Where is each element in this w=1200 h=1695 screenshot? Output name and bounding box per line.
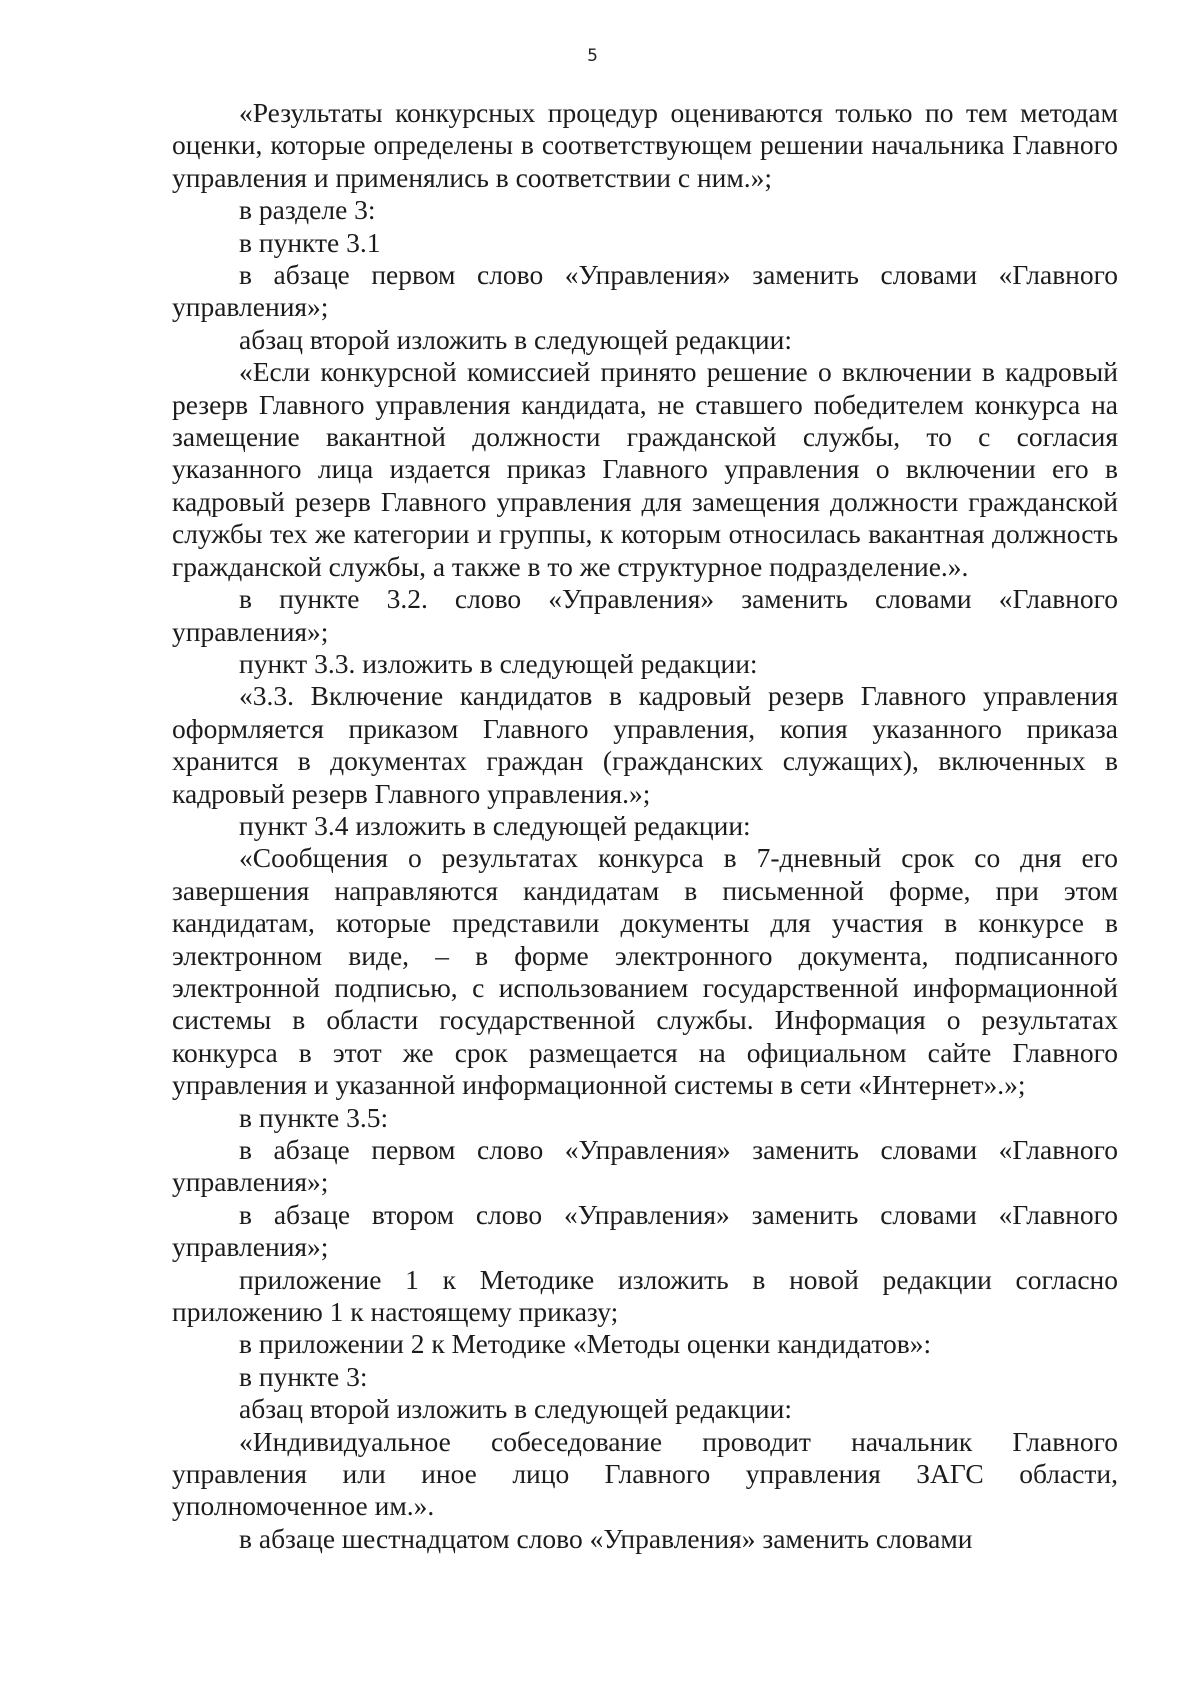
paragraph-appendix-2: в приложении 2 к Методике «Методы оценки кандидатов»: (239, 1328, 932, 1360)
paragraph-interview: «Индивидуальное собеседование проводит начальник Главного управления или иное лицо Главного управления ЗАГС области, уполномоченное им.». (172, 1425, 1118, 1522)
paragraph-item-3-4-text: «Сообщения о результатах конкурса в 7-дневный срок со дня его завершения направляются кандидатам в письменной форме, при этом кандидатам, которые представили документы для участия в конкурсе в электронном виде, – в форме электронного документа, подписанного электронной подписью, с использованием государственной информационной системы в области государственной службы. Информация о результатах конкурса в этот же срок размещается на официальном сайте Главного управления и указанной информационной системы в сети «Интернет».»; (172, 842, 1118, 1101)
paragraph-3-5-first-abzac: в абзаце первом слово «Управления» заменить словами «Главного управления»; (172, 1134, 1118, 1198)
paragraph-item-3-5: в пункте 3.5: (239, 1101, 389, 1133)
paragraph-results-evaluation: «Результаты конкурсных процедур оцениваются только по тем методам оценки, которые определены в соответствующем решении начальника Главного управления и применялись в соответствии с ним.»; (172, 97, 1118, 193)
paragraph-appendix-2-item-3: в пункте 3: (239, 1360, 368, 1392)
paragraph-item-3-4-edit: пункт 3.4 изложить в следующей редакции: (239, 809, 751, 841)
document-body (172, 97, 1118, 1555)
paragraph-appendix-1: приложение 1 к Методике изложить в новой редакции согласно приложению 1 к настоящему приказу; (172, 1263, 1118, 1328)
paragraph-item-3-3-text: «3.3. Включение кандидатов в кадровый резерв Главного управления оформляется приказом Главного управления, копия указанного приказа хранится в документах граждан (гражданских служащих), включенных в кадровый резерв Главного управления.»; (172, 680, 1118, 809)
paragraph-sixteenth-abzac: в абзаце шестнадцатом слово «Управления» заменить словами (239, 1522, 973, 1554)
paragraph-reserve-decision: «Если конкурсной комиссией принято решение о включении в кадровый резерв Главного управления кандидата, не ставшего победителем конкурса на замещение вакантной должности гражданской службы, то с согласия указанного лица издается приказ Главного управления о включении его в кадровый резерв Главного управления для замещения должности гражданской службы тех же категории и группы, к которым относилась вакантная должность гражданской службы, а также в то же структурное подразделение.». (172, 356, 1118, 582)
paragraph-item-3-3-edit: пункт 3.3. изложить в следующей редакции: (239, 647, 758, 679)
paragraph-item-3-1: в пункте 3.1 (239, 226, 381, 258)
paragraph-3-5-second-abzac: в абзаце втором слово «Управления» заменить словами «Главного управления»; (172, 1198, 1118, 1263)
paragraph-section-3: в разделе 3: (239, 194, 376, 226)
paragraph-item-3-2: в пункте 3.2. слово «Управления» заменить словами «Главного управления»; (172, 583, 1118, 647)
page-number: 5 (587, 46, 598, 66)
paragraph-first-abzac-replace: в абзаце первом слово «Управления» заменить словами «Главного управления»; (172, 259, 1118, 323)
paragraph-second-abzac-edit: абзац второй изложить в следующей редакции: (239, 323, 793, 355)
paragraph-appendix-2-second-abzac: абзац второй изложить в следующей редакции: (239, 1393, 793, 1425)
